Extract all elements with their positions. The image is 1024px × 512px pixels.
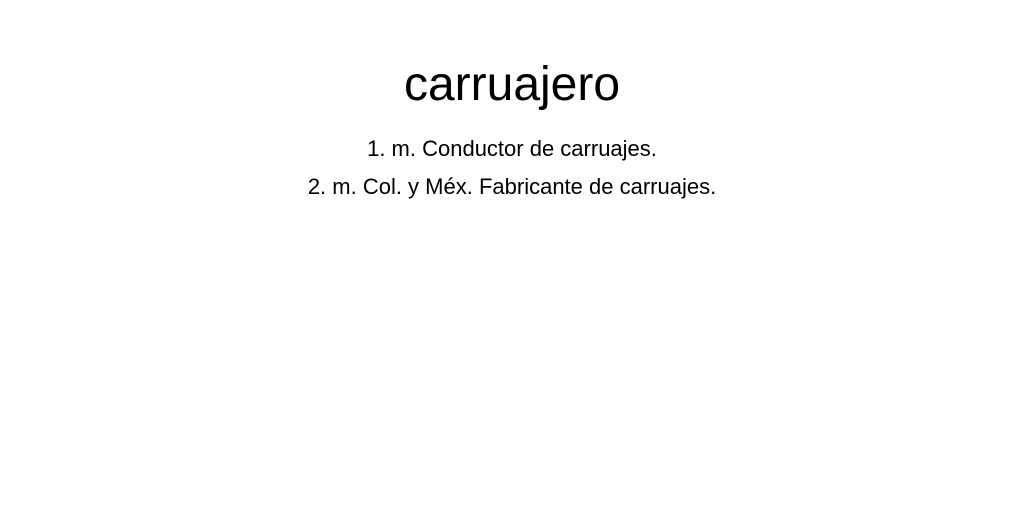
definition-1: 1. m. Conductor de carruajes. (367, 136, 657, 161)
definition-2: 2. m. Col. y Méx. Fabricante de carruajes. (307, 174, 717, 199)
headword: carruajero (403, 58, 621, 111)
definition-list (0, 130, 1024, 206)
